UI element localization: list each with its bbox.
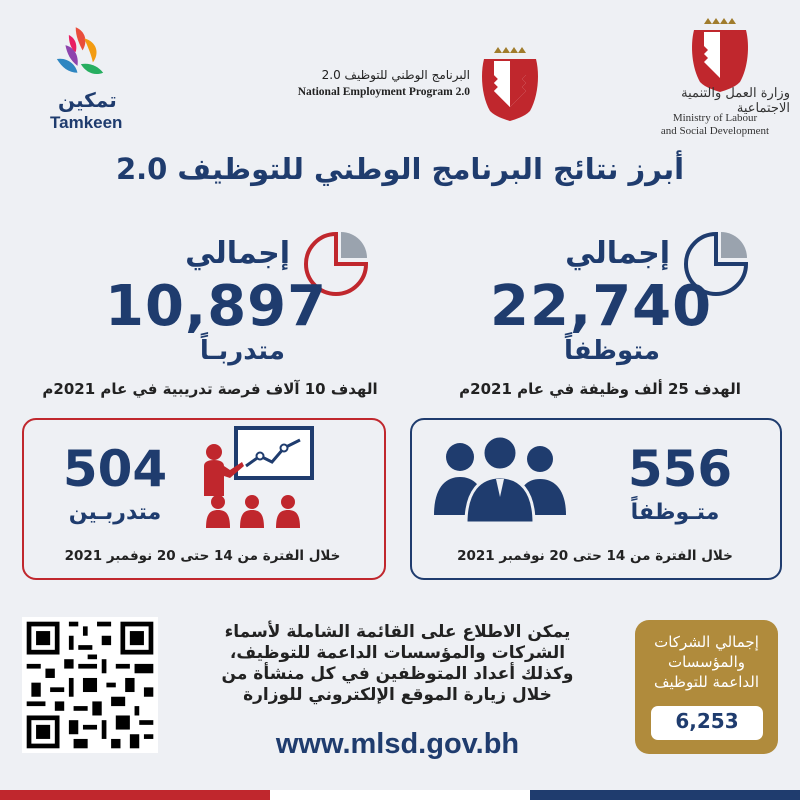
info-line-4: خلال زيارة الموقع الإلكتروني للوزارة	[243, 685, 552, 705]
companies-label-line-1: إجمالي الشركات	[654, 633, 759, 651]
trainees-weekly-value: 504	[62, 440, 168, 498]
trainees-target: الهدف 10 آلاف فرصة تدريبية في عام 2021م	[42, 380, 378, 398]
trainees-weekly-period: خلال الفترة من 14 حتى 20 نوفمبر 2021	[64, 548, 341, 564]
info-line-2: الشركات والمؤسسات الداعمة للتوظيف،	[229, 643, 566, 663]
employed-total-value: 22,740	[490, 274, 713, 339]
companies-label-line-2: والمؤسسات	[667, 653, 746, 671]
employed-weekly-period: خلال الفترة من 14 حتى 20 نوفمبر 2021	[457, 548, 733, 564]
info-line-1: يمكن الاطلاع على القائمة الشاملة لأسماء	[224, 622, 571, 642]
website-link[interactable]: www.mlsd.gov.bh	[275, 728, 520, 760]
program-name-english: National Employment Program 2.0	[297, 86, 470, 98]
employed-total-label: إجمالي	[565, 236, 670, 271]
employed-weekly-unit: متـوظفاً	[630, 500, 720, 525]
bottom-color-stripe	[0, 790, 800, 800]
bahrain-emblem-icon	[480, 45, 540, 121]
employed-target: الهدف 25 ألف وظيفة في عام 2021م	[459, 380, 741, 398]
ministry-emblem-icon	[690, 16, 750, 92]
info-line-3: وكذلك أعداد المتوظفين في كل منشأة من	[221, 664, 574, 684]
info-paragraph	[185, 622, 610, 706]
trainees-total-label: إجمالي	[185, 236, 290, 271]
tamkeen-english-name: Tamkeen	[50, 113, 123, 132]
qr-code-icon[interactable]	[22, 617, 158, 753]
employed-weekly-value: 556	[627, 440, 733, 498]
training-class-icon	[200, 422, 320, 532]
tamkeen-arabic-name: تمكين	[58, 88, 117, 112]
trainees-weekly-unit: متدربـين	[68, 500, 162, 525]
employed-unit-label: متوظفاً	[564, 336, 660, 366]
companies-total-value: 6,253	[675, 709, 739, 733]
trainees-unit-label: متدربـاً	[199, 336, 285, 366]
employees-group-icon	[430, 432, 570, 528]
program-name-arabic: البرنامج الوطني للتوظيف 2.0	[321, 68, 470, 82]
companies-total-label	[637, 632, 776, 692]
ministry-name-arabic: وزارة العمل والتنمية الاجتماعية	[681, 86, 790, 116]
ministry-name-english-line1: Ministry of Labour	[672, 112, 758, 124]
page-title: أبرز نتائج البرنامج الوطني للتوظيف 2.0	[115, 152, 685, 186]
companies-label-line-3: الداعمة للتوظيف	[653, 673, 759, 691]
ministry-name-english-line2: and Social Development	[660, 125, 770, 137]
tamkeen-logo-icon	[50, 18, 110, 88]
trainees-total-value: 10,897	[105, 274, 328, 339]
